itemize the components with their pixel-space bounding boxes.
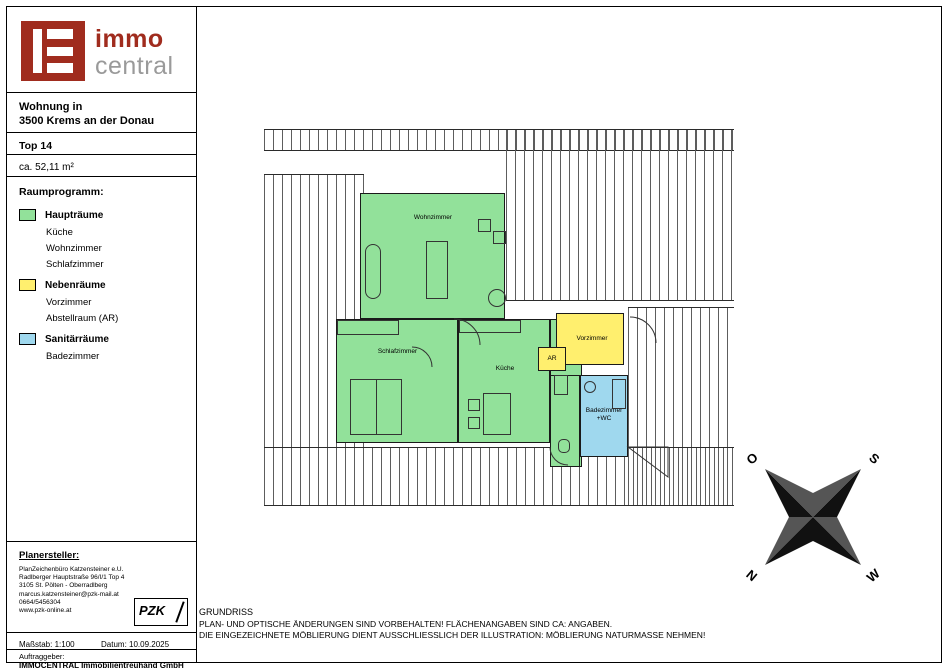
furniture-wardrobe <box>337 320 399 335</box>
furniture-dining-chair-1 <box>468 399 480 411</box>
compass-rose <box>743 447 883 587</box>
planner-line: 0664/5456304 <box>19 598 61 606</box>
logo-line1: immo <box>95 25 164 53</box>
sidebar <box>7 7 197 670</box>
legend-swatch-main <box>19 209 36 221</box>
legend-swatch-secondary <box>19 279 36 291</box>
room-label-badezimmer-wc: +WC <box>596 415 612 422</box>
logo-line2: central <box>95 52 174 80</box>
furniture-toilet <box>558 439 570 453</box>
planner-line: www.pzk-online.at <box>19 607 72 615</box>
area-block <box>7 155 196 177</box>
legend-row <box>19 279 184 291</box>
pzk-stamp-text: PZK <box>139 603 165 618</box>
legend-group-main <box>19 209 184 270</box>
client-name: IMMOCENTRAL Immobilientreuhand GmbH <box>19 661 184 670</box>
immocentral-logo-mark-icon <box>21 21 85 81</box>
legend-label-sanitary: Sanitärräume <box>45 333 109 345</box>
scale-label: Maßstab: 1:100 <box>19 640 75 649</box>
logo-text <box>95 27 174 79</box>
plan-notes-title: GRUNDRISS <box>199 607 254 617</box>
legend-swatch-sanitary <box>19 333 36 345</box>
unit-number: Top 14 <box>19 140 53 152</box>
room-label-vorzimmer: Vorzimmer <box>576 335 608 342</box>
hatch-band-right-upper <box>506 129 734 301</box>
furniture-dining-table <box>483 393 511 435</box>
logo-block <box>7 7 196 93</box>
furniture-sink <box>584 381 596 393</box>
legend-label-secondary: Nebenräume <box>45 279 106 291</box>
legend-item: Wohnzimmer <box>46 243 102 254</box>
date-label: Datum: 10.09.2025 <box>101 640 170 649</box>
legend-item: Küche <box>46 227 73 238</box>
furniture-table <box>426 241 448 299</box>
plan-notes-line1: PLAN- UND OPTISCHE ÄNDERUNGEN SIND VORBEHALTEN! FLÄCHENANGABEN SIND CA: ANGABEN. <box>199 619 613 629</box>
hatch-band-bottom <box>264 447 734 506</box>
furniture-dining-chair-2 <box>468 417 480 429</box>
property-title-block <box>7 93 196 133</box>
legend-item: Schlafzimmer <box>46 259 104 270</box>
furniture-bathtub <box>612 379 626 409</box>
furniture-plant <box>488 289 506 307</box>
property-title-line1: Wohnung in <box>19 101 83 113</box>
furniture-bed-split <box>376 379 377 435</box>
scale-block <box>7 633 196 650</box>
plan-notes <box>199 607 899 641</box>
compass-label-south: S <box>866 449 883 468</box>
legend-item: Badezimmer <box>46 351 100 362</box>
planner-title: Planersteller: <box>19 550 80 561</box>
unit-area: ca. 52,11 m² <box>19 162 74 173</box>
room-program-title: Raumprogramm: <box>19 186 104 198</box>
compass-label-north: N <box>743 566 761 585</box>
furniture-chair-2 <box>493 231 506 244</box>
room-label-schlafzimmer: Schlafzimmer <box>377 348 418 355</box>
room-label-abstellraum: AR <box>547 355 557 362</box>
furniture-sofa <box>365 244 381 299</box>
legend-group-secondary <box>19 279 184 324</box>
client-label: Auftraggeber: <box>19 652 65 661</box>
planner-line: marcus.katzensteiner@pzk-mail.at <box>19 590 119 598</box>
room-label-kueche: Küche <box>495 365 515 372</box>
planner-line: PlanZeichenbüro Katzensteiner e.U. <box>19 566 124 573</box>
planner-line: 3105 St. Pölten - Oberradlberg <box>19 582 108 590</box>
legend-item: Abstellraum (AR) <box>46 313 119 324</box>
legend-label-main: Haupträume <box>45 209 104 221</box>
furniture-fridge <box>554 375 568 395</box>
legend-group-sanitary <box>19 333 184 362</box>
legend-item: Vorzimmer <box>46 297 92 308</box>
room-program-block <box>7 177 196 542</box>
pzk-stamp <box>134 598 188 626</box>
compass-label-east: W <box>863 565 883 586</box>
legend-row <box>19 333 184 345</box>
furniture-kitchen-counter <box>459 320 521 333</box>
compass-label-west: O <box>743 449 761 468</box>
plan-drawing <box>198 7 942 662</box>
legend-row <box>19 209 184 221</box>
room-label-wohnzimmer: Wohnzimmer <box>413 214 453 221</box>
room-label-badezimmer: Badezimmer <box>585 407 623 414</box>
plan-notes-line2: DIE EINGEZEICHNETE MÖBLIERUNG DIENT AUSSCHLIESSLICH DER ILLUSTRATION: MÖBLIERUNG NATURMASSE NEHMEN! <box>199 630 706 640</box>
client-block <box>7 650 196 669</box>
planner-line: Radlberger Hauptstraße 96/I/1 Top 4 <box>19 574 125 582</box>
furniture-chair-1 <box>478 219 491 232</box>
planner-block <box>7 542 196 633</box>
unit-block <box>7 133 196 155</box>
pzk-stamp-slash <box>175 601 184 622</box>
property-title-line2: 3500 Krems an der Donau <box>19 115 155 127</box>
